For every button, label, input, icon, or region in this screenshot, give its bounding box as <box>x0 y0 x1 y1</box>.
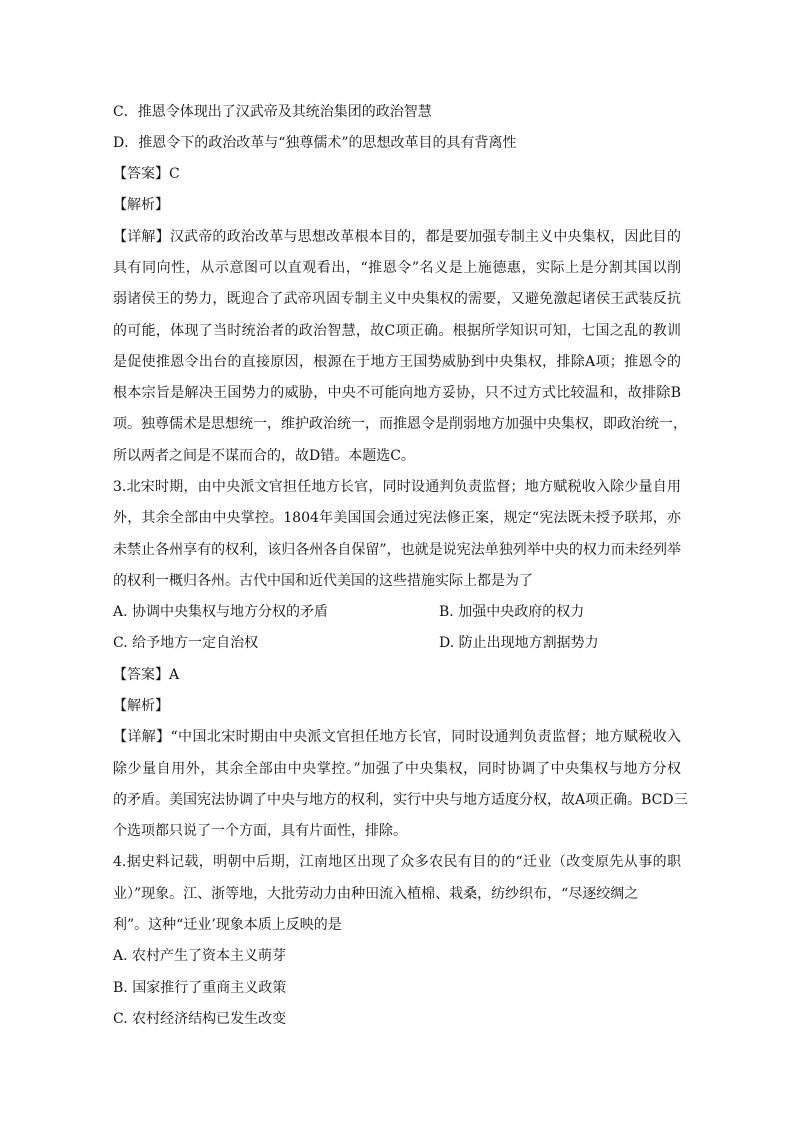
q2-detail-line: 根本宗旨是解决王国势力的威胁，中央不可能向地方妥协，只不过方式比较温和，故排除B <box>113 385 681 401</box>
q3-option-c: C. 给予地方一定自治权 <box>113 635 259 651</box>
q3-detail-line: 除少量自用外，其余全部由中央掌控。”加强了中央集权，同时协调了中央集权与地方分权 <box>113 761 681 777</box>
q3-answer: 【答案】A <box>113 667 180 683</box>
q3-detail-line: 的矛盾。美国宪法协调了中央与地方的权利，实行中央与地方适度分权，故A项正确。BCD三 <box>113 792 688 808</box>
q2-detail-line: 的可能，体现了当时统治者的政治智慧，故C项正确。根据所学知识可知，七国之乱的教训 <box>113 323 681 339</box>
q2-detail-line: 具有同向性，从示意图可以直观看出，“推恩令”名义是上施德惠，实际上是分割其国以削 <box>113 260 681 276</box>
q3-option-b: B. 加强中央政府的权力 <box>439 604 585 620</box>
q2-detail-line: 是促使推恩令出台的直接原因，根源在于地方王国势威胁到中央集权，排除A项；推恩令的 <box>113 354 681 370</box>
q2-answer: 【答案】C <box>113 166 180 182</box>
q4-stem-line: 4.据史料记载，明朝中后期，江南地区出现了众多农民有目的的“迁业（改变原先从事的职 <box>113 854 681 870</box>
q3-option-a: A. 协调中央集权与地方分权的矛盾 <box>113 604 329 620</box>
q2-option-d: D．推恩令下的政治改革与“独尊儒术”的思想改革目的具有背离性 <box>113 135 517 151</box>
q2-detail-line: 所以两者之间是不谋而合的，故D错。本题选C。 <box>113 448 415 464</box>
q3-analysis-label: 【解析】 <box>113 698 169 714</box>
q4-option-b: B. 国家推行了重商主义政策 <box>113 980 287 996</box>
q4-option-a: A. 农村产生了资本主义萌芽 <box>113 948 287 964</box>
q3-stem-line: 的权利一概归各州。古代中国和近代美国的这些措施实际上都是为了 <box>113 573 533 589</box>
q3-stem-line: 3.北宋时期，由中央派文官担任地方长官，同时设通判负责监督；地方赋税收入除少量自用 <box>113 479 681 495</box>
q2-detail-line: 【详解】汉武帝的政治改革与思想改革根本目的，都是要加强专制主义中央集权，因此目的 <box>113 229 681 245</box>
q3-option-d: D. 防止出现地方割据势力 <box>439 635 599 651</box>
q2-option-c: C．推恩令体现出了汉武帝及其统治集团的政治智慧 <box>113 104 432 120</box>
q3-detail-line: 个选项都只说了一个方面，具有片面性，排除。 <box>113 823 407 839</box>
q4-stem-line: 利”。这种“迁业’现象本质上反映的是 <box>113 917 342 933</box>
q2-detail-line: 项。独尊儒术是思想统一，维护政治统一，而推恩令是削弱地方加强中央集权，即政治统一， <box>113 416 687 432</box>
q3-stem-line: 外，其余全部由中央掌控。1804年美国国会通过宪法修正案，规定“宪法既未授予联邦，亦 <box>113 510 681 526</box>
q4-stem-line: 业）”现象。江、浙等地，大批劳动力由种田流入植棉、栽桑，纺纱织布，“尽逐绞绸之 <box>113 886 639 902</box>
q2-analysis-label: 【解析】 <box>113 197 169 213</box>
q3-detail-line: 【详解】“中国北宋时期由中央派文官担任地方长官，同时设通判负责监督；地方赋税收入 <box>113 729 681 745</box>
q2-detail-line: 弱诸侯王的势力，既迎合了武帝巩固专制主义中央集权的需要，又避免激起诸侯王武装反抗 <box>113 291 681 307</box>
q4-option-c: C. 农村经济结构已发生改变 <box>113 1011 287 1027</box>
q3-stem-line: 未禁止各州享有的权利，该归各州各自保留”，也就是说宪法单独列举中央的权力而未经列举 <box>113 542 681 558</box>
